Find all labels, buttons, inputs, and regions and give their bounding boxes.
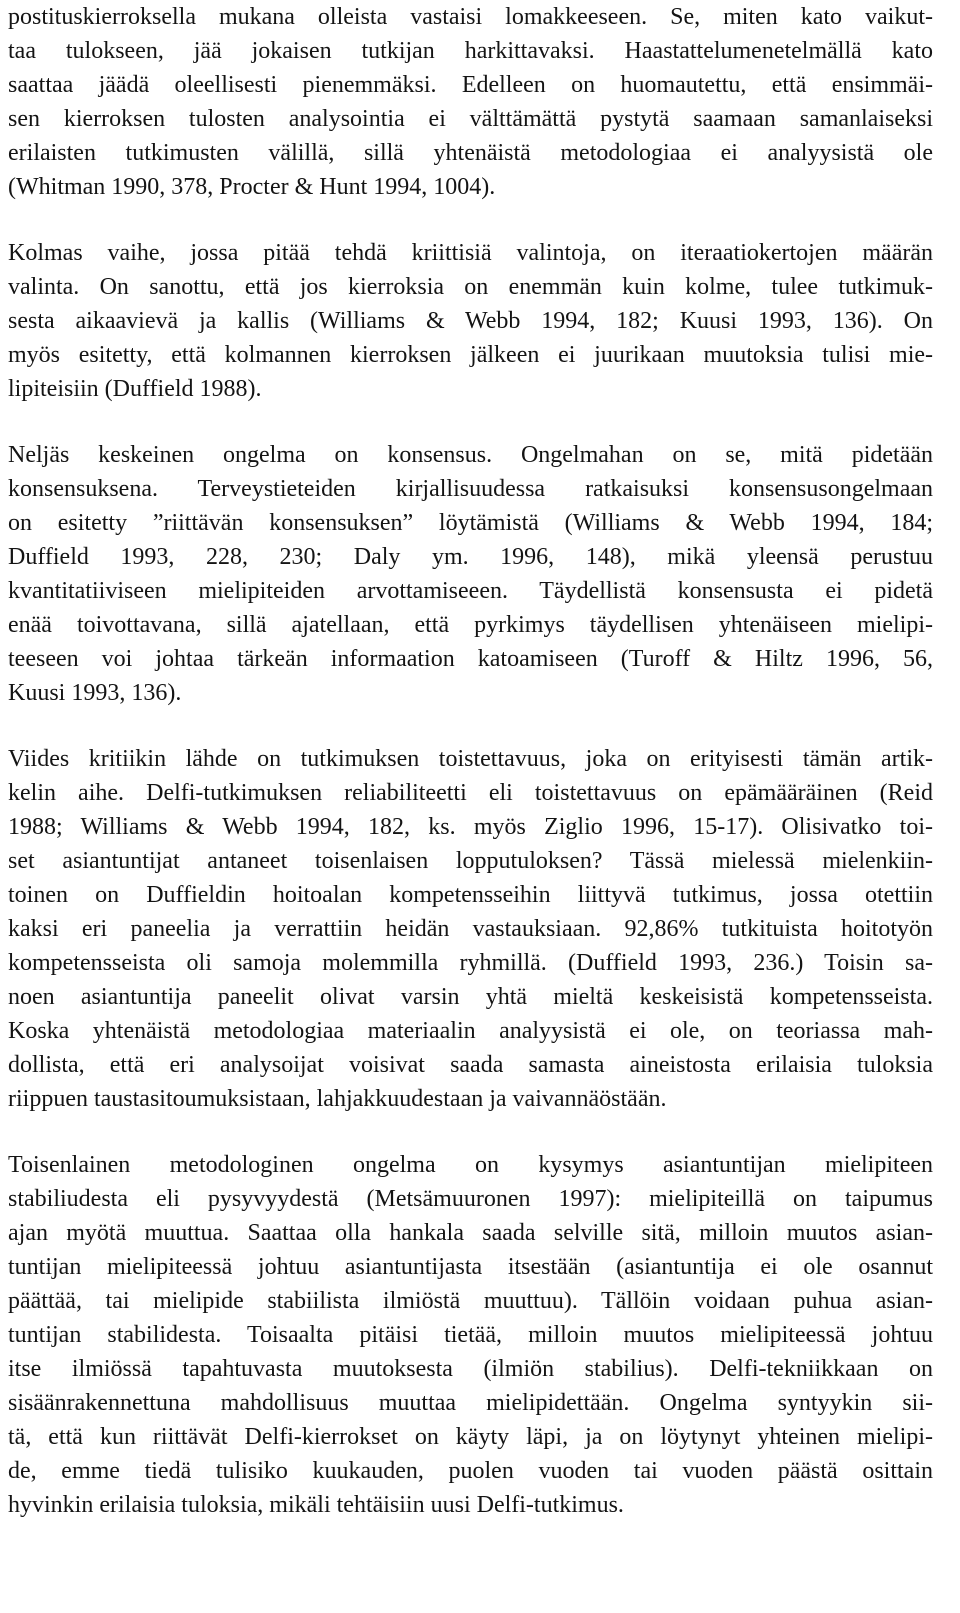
text-line: de, emme tiedä tulisiko kuukauden, puolen vuoden tai vuoden päästä osittain <box>8 1458 933 1484</box>
text-line: tuntijan stabilidesta. Toisaalta pitäisi tietää, milloin muutos mielipiteessä johtuu <box>8 1322 933 1348</box>
text-line: ajan myötä muuttua. Saattaa olla hankala saada selville sitä, milloin muutos asian- <box>8 1220 933 1246</box>
text-line: lipiteisiin (Duffield 1988). <box>8 376 262 402</box>
text-line: Duffield 1993, 228, 230; Daly ym. 1996, 148), mikä yleensä perustuu <box>8 544 933 570</box>
paragraph-gap <box>8 406 933 438</box>
text-line: on esitetty ”riittävän konsensuksen” löytämistä (Williams & Webb 1994, 184; <box>8 510 933 536</box>
paragraph-1 <box>8 0 933 204</box>
text-line: kompetensseista oli samoja molemmilla ryhmillä. (Duffield 1993, 236.) Toisin sa- <box>8 950 933 976</box>
text-line: 1988; Williams & Webb 1994, 182, ks. myös Ziglio 1996, 15-17). Olisivatko toi- <box>8 814 933 840</box>
text-line: Koska yhtenäistä metodologiaa materiaalin analyysistä ei ole, on teoriassa mah- <box>8 1018 933 1044</box>
text-line: sisäänrakennettuna mahdollisuus muuttaa mielipidettään. Ongelma syntyykin sii- <box>8 1390 933 1416</box>
text-line: myös esitetty, että kolmannen kierroksen jälkeen ei juurikaan muutoksia tulisi mie- <box>8 342 933 368</box>
text-line: noen asiantuntija paneelit olivat varsin yhtä mieltä keskeisistä kompetensseista. <box>8 984 933 1010</box>
text-line: Neljäs keskeinen ongelma on konsensus. Ongelmahan on se, mitä pidetään <box>8 442 933 468</box>
text-line: postituskierroksella mukana olleista vastaisi lomakkeeseen. Se, miten kato vaikut- <box>8 4 933 30</box>
text-line: tä, että kun riittävät Delfi-kierrokset on käyty läpi, ja on löytynyt yhteinen mielipi- <box>8 1424 933 1450</box>
text-line: kaksi eri paneelia ja verrattiin heidän vastauksiaan. 92,86% tutkituista hoitotyön <box>8 916 933 942</box>
paragraph-gap <box>8 710 933 742</box>
text-line: päättää, tai mielipide stabiilista ilmiöstä muuttuu). Tällöin voidaan puhua asian- <box>8 1288 933 1314</box>
paragraph-gap <box>8 1116 933 1148</box>
text-line: Kolmas vaihe, jossa pitää tehdä kriittisiä valintoja, on iteraatiokertojen määrän <box>8 240 933 266</box>
text-line: tuntijan mielipiteessä johtuu asiantuntijasta itsestään (asiantuntija ei ole osannut <box>8 1254 933 1280</box>
text-line: itse ilmiössä tapahtuvasta muutoksesta (ilmiön stabilius). Delfi-tekniikkaan on <box>8 1356 933 1382</box>
text-line: kvantitatiiviseen mielipiteiden arvottamiseeen. Täydellistä konsensusta ei pidetä <box>8 578 933 604</box>
paragraph-gap <box>8 204 933 236</box>
text-line: hyvinkin erilaisia tuloksia, mikäli tehtäisiin uusi Delfi-tutkimus. <box>8 1492 624 1518</box>
paragraph-2 <box>8 236 933 406</box>
text-line: valinta. On sanottu, että jos kierroksia on enemmän kuin kolme, tulee tutkimuk- <box>8 274 933 300</box>
text-line: sen kierroksen tulosten analysointia ei välttämättä pystytä saamaan samanlaiseksi <box>8 106 933 132</box>
text-line: Kuusi 1993, 136). <box>8 680 182 706</box>
text-line: Viides kritiikin lähde on tutkimuksen toistettavuus, joka on erityisesti tämän artik- <box>8 746 933 772</box>
text-line: kelin aihe. Delfi-tutkimuksen reliabiliteetti eli toistettavuus on epämääräinen (Reid <box>8 780 933 806</box>
text-line: teeseen voi johtaa tärkeän informaation katoamiseen (Turoff & Hiltz 1996, 56, <box>8 646 933 672</box>
text-line: dollista, että eri analysoijat voisivat saada samasta aineistosta erilaisia tuloksia <box>8 1052 933 1078</box>
text-line: toinen on Duffieldin hoitoalan kompetensseihin liittyvä tutkimus, jossa otettiin <box>8 882 933 908</box>
paragraph-5 <box>8 1148 933 1522</box>
paragraph-4 <box>8 742 933 1116</box>
text-line: (Whitman 1990, 378, Procter & Hunt 1994, 1004). <box>8 174 496 200</box>
text-line: riippuen taustasitoumuksistaan, lahjakkuudestaan ja vaivannäöstään. <box>8 1086 667 1112</box>
paragraph-3 <box>8 438 933 710</box>
text-line: taa tulokseen, jää jokaisen tutkijan harkittavaksi. Haastattelumenetelmällä kato <box>8 38 933 64</box>
text-line: erilaisten tutkimusten välillä, sillä yhtenäistä metodologiaa ei analyysistä ole <box>8 140 933 166</box>
text-line: Toisenlainen metodologinen ongelma on kysymys asiantuntijan mielipiteen <box>8 1152 933 1178</box>
text-line: saattaa jäädä oleellisesti pienemmäksi. Edelleen on huomautettu, että ensimmäi- <box>8 72 933 98</box>
text-line: konsensuksena. Terveystieteiden kirjallisuudessa ratkaisuksi konsensusongelmaan <box>8 476 933 502</box>
text-line: set asiantuntijat antaneet toisenlaisen lopputuloksen? Tässä mielessä mielenkiin- <box>8 848 933 874</box>
text-line: sesta aikaavievä ja kallis (Williams & Webb 1994, 182; Kuusi 1993, 136). On <box>8 308 933 334</box>
text-line: stabiliudesta eli pysyvyydestä (Metsämuuronen 1997): mielipiteillä on taipumus <box>8 1186 933 1212</box>
text-line: enää toivottavana, sillä ajatellaan, että pyrkimys täydellisen yhtenäiseen mielipi- <box>8 612 933 638</box>
